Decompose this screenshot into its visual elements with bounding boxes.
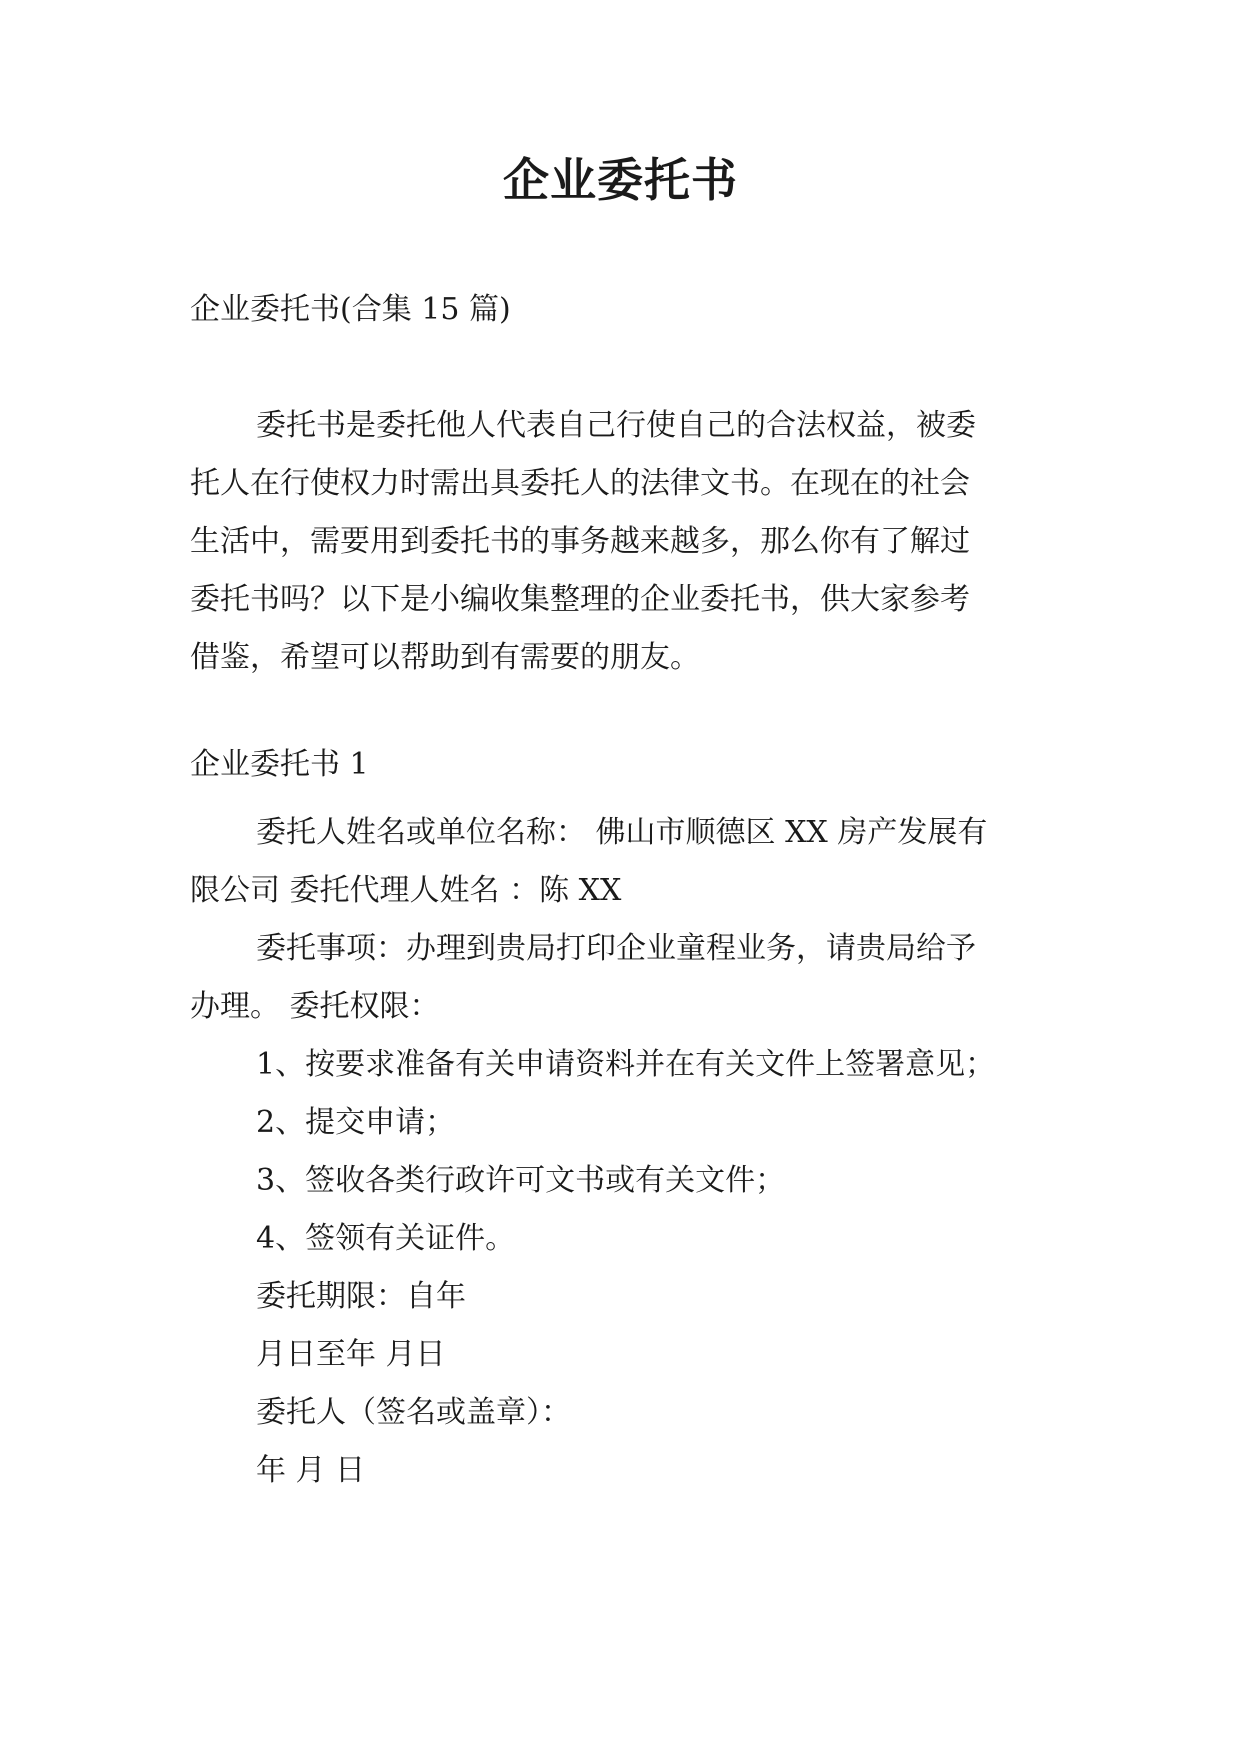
intro-line: 托人在行使权力时需出具委托人的法律文书。在现在的社会 bbox=[190, 466, 970, 501]
matter-line: 委托事项：办理到贵局打印企业童程业务，请贵局给予 bbox=[256, 931, 976, 966]
authority-item-4: 4、签领有关证件。 bbox=[256, 1221, 516, 1256]
authority-item-3: 3、签收各类行政许可文书或有关文件； bbox=[256, 1163, 786, 1198]
agent-name-line: 限公司 委托代理人姓名 ：陈 XX bbox=[190, 873, 622, 908]
term-end-line: 月日至年 月日 bbox=[256, 1337, 446, 1372]
signature-line: 委托人（签名或盖章）： bbox=[256, 1395, 571, 1430]
intro-line: 生活中，需要用到委托书的事务越来越多，那么你有了解过 bbox=[190, 524, 970, 559]
principal-name-line: 委托人姓名或单位名称： 佛山市顺德区 XX 房产发展有 bbox=[256, 815, 988, 850]
authority-item-2: 2、提交申请； bbox=[256, 1105, 456, 1140]
document-title: 企业委托书 bbox=[503, 153, 738, 207]
intro-line: 借鉴，希望可以帮助到有需要的朋友。 bbox=[190, 640, 700, 675]
authority-line: 办理。 委托权限： bbox=[190, 989, 440, 1024]
section-body bbox=[190, 804, 1050, 1500]
intro-line: 委托书是委托他人代表自己行使自己的合法权益，被委 bbox=[256, 408, 976, 443]
intro-paragraph bbox=[190, 397, 1050, 687]
date-line: 年 月 日 bbox=[256, 1453, 366, 1488]
term-start-line: 委托期限：自年 bbox=[256, 1279, 466, 1314]
document-subtitle: 企业委托书(合集 15 篇) bbox=[190, 292, 511, 327]
intro-line: 委托书吗？以下是小编收集整理的企业委托书，供大家参考 bbox=[190, 582, 970, 617]
authority-item-1: 1、按要求准备有关申请资料并在有关文件上签署意见； bbox=[256, 1047, 996, 1082]
section-heading: 企业委托书 1 bbox=[190, 747, 369, 782]
